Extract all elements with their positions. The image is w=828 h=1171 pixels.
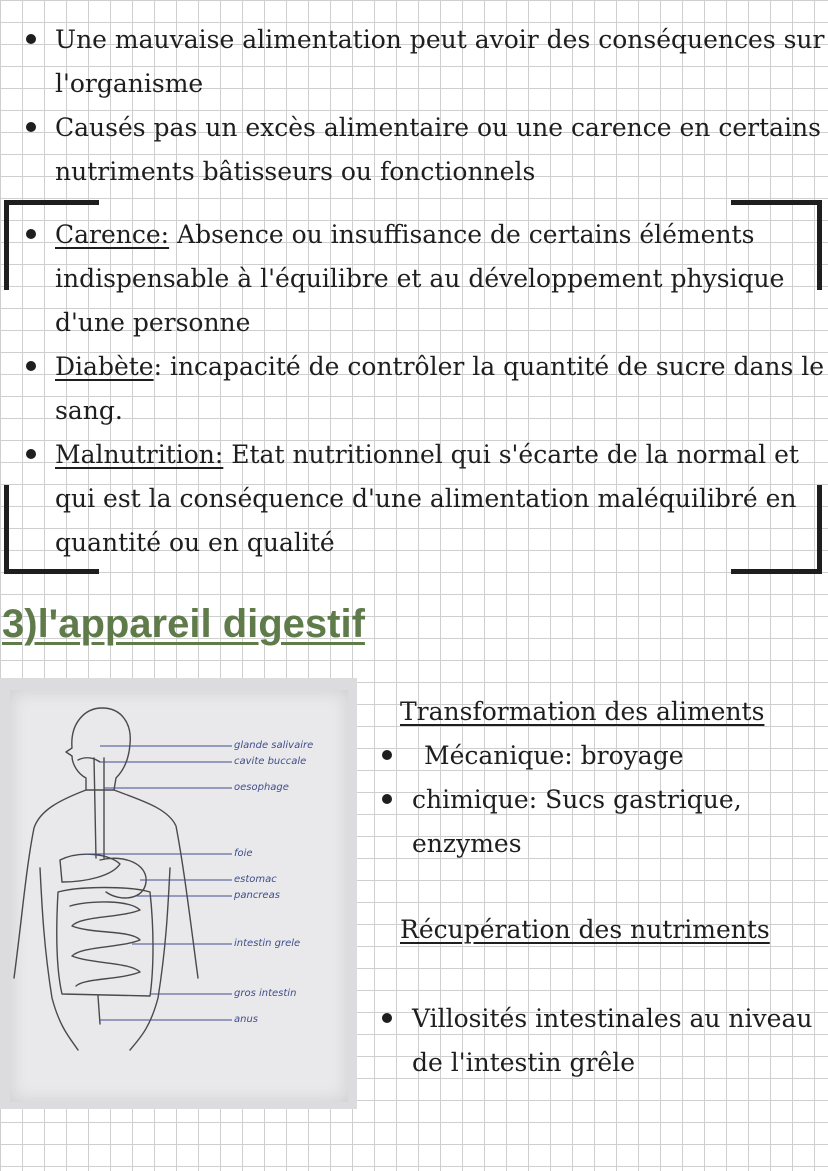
definition-item bbox=[0, 345, 828, 433]
intro-text: Causés pas un excès alimentaire ou une carence en certains nutriments bâtisseurs ou fonctionnels bbox=[55, 113, 821, 186]
bullet-icon bbox=[382, 794, 392, 804]
label-anus: anus bbox=[234, 1014, 259, 1025]
transformation-item: chimique: Sucs gastrique, enzymes bbox=[412, 785, 742, 858]
recuperation-heading: Récupération des nutriments bbox=[400, 915, 770, 944]
label-cavite-buccale: cavite buccale bbox=[234, 756, 307, 767]
section-title: 3)l'appareil digestif bbox=[2, 602, 365, 646]
stomach bbox=[100, 858, 146, 898]
label-oesophage: oesophage bbox=[234, 782, 289, 793]
mouth bbox=[78, 758, 100, 762]
definition-text: : incapacité de contrôler la quantité de sucre dans le sang. bbox=[55, 352, 825, 425]
bullet-icon bbox=[26, 449, 36, 459]
definition-item bbox=[0, 213, 828, 345]
transformation-item: Mécanique: broyage bbox=[424, 741, 684, 770]
list-item bbox=[0, 106, 828, 194]
list-item bbox=[370, 778, 828, 866]
definition-term: Malnutrition: bbox=[55, 440, 224, 469]
intro-text: Une mauvaise alimentation peut avoir des conséquences sur l'organisme bbox=[55, 25, 825, 98]
label-pancreas: pancreas bbox=[234, 890, 280, 901]
definition-term: Diabète bbox=[55, 352, 154, 381]
label-estomac: estomac bbox=[234, 874, 277, 885]
label-intestin-grele: intestin grele bbox=[234, 938, 301, 949]
list-item bbox=[370, 734, 828, 778]
intro-list bbox=[0, 18, 828, 194]
list-item bbox=[0, 18, 828, 106]
rectum bbox=[98, 996, 100, 1024]
small-intestine bbox=[70, 902, 140, 986]
definition-term: Carence: bbox=[55, 220, 170, 249]
torso-outline bbox=[14, 790, 198, 978]
oesophagus bbox=[94, 758, 104, 858]
recuperation-item: Villosités intestinales au niveau de l'intestin grêle bbox=[412, 1004, 813, 1077]
digestive-system-photo bbox=[0, 678, 357, 1109]
bullet-icon bbox=[26, 122, 36, 132]
definition-item bbox=[0, 433, 828, 565]
list-item bbox=[370, 997, 828, 1085]
label-glande-salivaire: glande salivaire bbox=[234, 740, 314, 751]
bullet-icon bbox=[26, 361, 36, 371]
label-gros-intestin: gros intestin bbox=[234, 988, 297, 999]
transformation-heading: Transformation des aliments bbox=[400, 697, 765, 726]
bullet-icon bbox=[382, 1013, 392, 1023]
head-outline bbox=[66, 708, 130, 790]
definition-text: Etat nutritionnel qui s'écarte de la normal et qui est la conséquence d'une alimentation maléquilibré en quantité ou en qualité bbox=[55, 440, 799, 557]
transformation-list bbox=[370, 734, 828, 866]
large-intestine bbox=[57, 888, 153, 997]
bullet-icon bbox=[382, 750, 392, 760]
definition-text: Absence ou insuffisance de certains éléments indispensable à l'équilibre et au développement physique d'une personne bbox=[55, 220, 785, 337]
bullet-icon bbox=[26, 34, 36, 44]
recuperation-list bbox=[370, 997, 828, 1085]
label-foie: foie bbox=[234, 848, 253, 859]
definitions-list bbox=[0, 213, 828, 565]
bullet-icon bbox=[26, 229, 36, 239]
